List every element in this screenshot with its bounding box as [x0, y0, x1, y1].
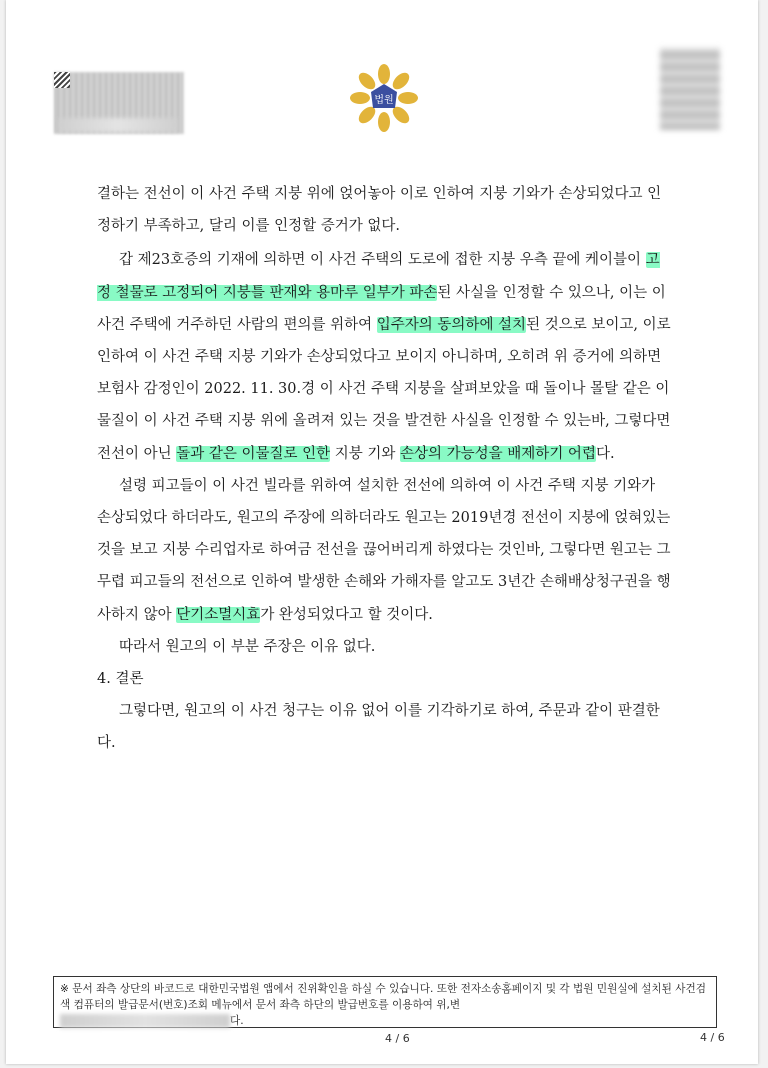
- highlight-3: 돌과 같은 이물질로 인한: [176, 445, 331, 462]
- verification-notice: [53, 976, 717, 1028]
- barcode-caption-redacted: [58, 118, 178, 132]
- notice-line-1: ※ 문서 좌측 상단의 바코드로 대한민국법원 앱에서 진위확인을 하실 수 있습니다. 또한 전자소송홈페이지 및 각 법원 민원실에 설치된 사건검색 컴퓨터의 발급문서(번호)조회 메뉴에서 문서 좌측 하단의 발급번호를 이용하여 위,변: [60, 983, 706, 1011]
- barcode-corner-mark: [54, 72, 70, 88]
- paragraph-3: 설령 피고들이 이 사건 빌라를 위하여 설치한 전선에 의하여 이 사건 주택 지붕 기와가 손상되었다 하더라도, 원고의 주장에 의하더라도 원고는 2019년경 전선이 지붕에 얹혀있는 것을 보고 지붕 수리업자로 하여금 전선을 끊어버리게 하였다는 것인바, 그렇다면 원고는 그 무렵 피고들의 전선으로 인하여 발생한 손해와 가해자를 알고도 3년간 손해배상청구권을 행사하지 않아 단기소멸시효가 완성되었다고 할 것이다.: [97, 477, 671, 623]
- issue-number-redacted: [60, 1014, 230, 1028]
- paragraph-2: 갑 제23호증의 기재에 의하면 이 사건 주택의 도로에 접한 지붕 우측 끝에 케이블이 고정 철물로 고정되어 지붕틀 판재와 용마루 일부가 파손된 사실을 인정할 수 있으나, 이는 이 사건 주택에 거주하던 사람의 편의를 위하여 입주자의 동의하에 설치된 것으로 보이고, 이로 인하여 이 사건 주택 지붕 기와가 손상되었다고 보이지 아니하며, 오히려 위 증거에 의하면 보험사 감정인이 2022. 11. 30.경 이 사건 주택 지붕을 살펴보았을 때 돌이나 몰탈 같은 이물질이 이 사건 주택 지붕 위에 올려져 있는 것을 발견한 사실을 인정할 수 있는바, 그렇다면 전선이 아닌 돌과 같은 이물질로 인한 지붕 기와 손상의 가능성을 배제하기 어렵다.: [97, 252, 671, 462]
- highlight-2: 입주자의 동의하에 설치: [376, 316, 527, 333]
- page-number-center: 4 / 6: [385, 1032, 410, 1045]
- highlight-4: 손상의 가능성을 배제하기 어렵: [400, 445, 596, 462]
- highlight-1: 고정 철물로 고정되어 지붕틀 판재와 용마루 일부가 파손: [97, 252, 660, 301]
- emblem-text: 법원: [374, 95, 394, 106]
- page-number-right: 4 / 6: [700, 1031, 725, 1044]
- notice-line-2-tail: 다.: [230, 1015, 244, 1027]
- document-body: [97, 178, 672, 760]
- highlight-5: 단기소멸시효: [176, 606, 261, 623]
- paragraph-4: 따라서 원고의 이 부분 주장은 이유 없다.: [119, 638, 376, 655]
- qr-code-redacted: [660, 48, 720, 130]
- paragraph-5: 그렇다면, 원고의 이 사건 청구는 이유 없어 이를 기각하기로 하여, 주문과 같이 판결한다.: [97, 703, 660, 752]
- section-heading-conclusion: 4. 결론: [97, 671, 144, 688]
- court-emblem-logo: [348, 62, 420, 132]
- paragraph-1: 결하는 전선이 이 사건 주택 지붕 위에 얹어놓아 이로 인하여 지붕 기와가 손상되었다고 인정하기 부족하고, 달리 이를 인정할 증거가 없다.: [97, 186, 662, 235]
